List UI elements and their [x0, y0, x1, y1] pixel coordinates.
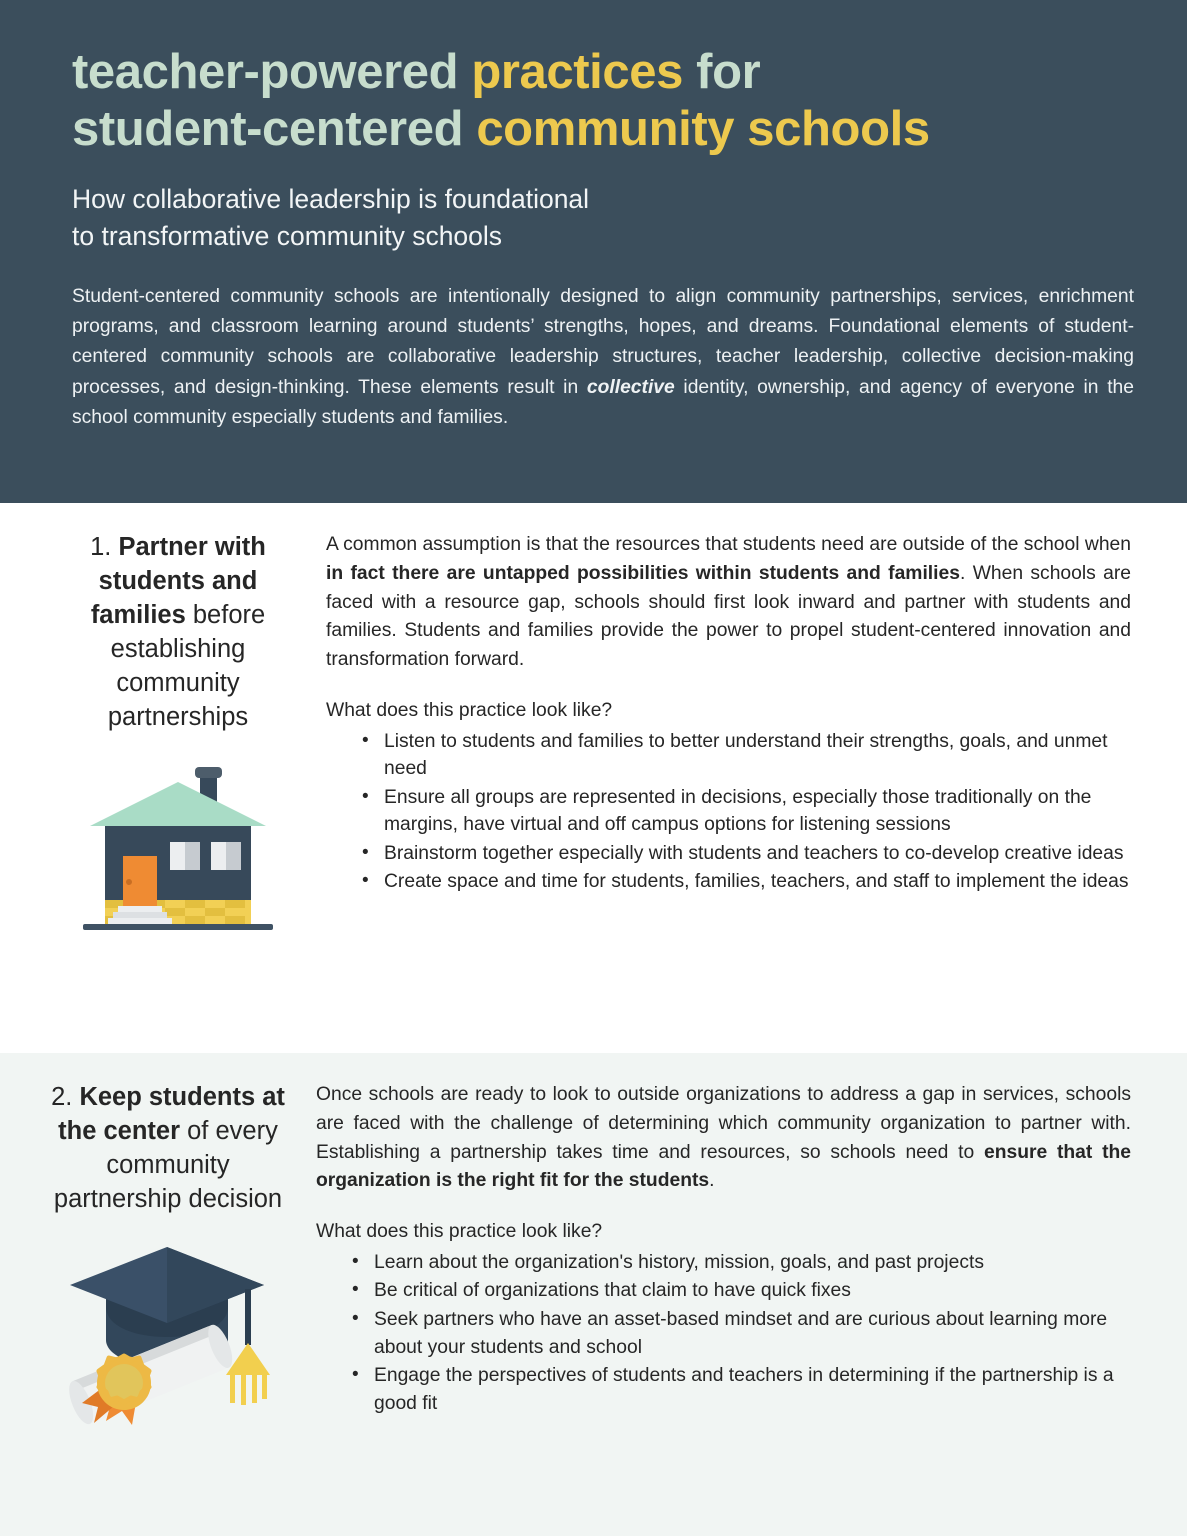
- list-item: • Listen to students and families to better understand their strengths, goals, and unmet need: [362, 728, 1131, 783]
- header-band: [0, 0, 1187, 503]
- practice-2-right-column: [298, 1081, 1147, 1536]
- house-illustration-wrap: [56, 756, 300, 946]
- list-item: • Create space and time for students, families, teachers, and staff to implement the ideas: [362, 868, 1131, 896]
- practice-2-body-a: Once schools are ready to look to outside organizations to address a gap in services, schools are faced with the challenge of determining which community organization to partner with. Establishing a partnership takes time and resources, so schools need to: [316, 1084, 1131, 1163]
- practice-section-2: [0, 1053, 1187, 1536]
- graduation-cap-illustration-wrap: [46, 1235, 290, 1425]
- practice-1-heading-rest: before establishing community partnerships: [107, 600, 266, 731]
- page-subtitle-line-1: How collaborative leadership is foundational: [72, 183, 590, 214]
- list-item: • Learn about the organization's history, mission, goals, and past projects: [352, 1249, 1131, 1277]
- title-text-accent-community-schools: community schools: [476, 102, 930, 157]
- list-item: • Engage the perspectives of students and teachers in determining if the partnership is a good fit: [352, 1362, 1131, 1417]
- intro-emphasis-collective: collective: [586, 376, 675, 398]
- practice-1-heading-bold: Partner with students and families: [90, 533, 266, 629]
- list-item: • Ensure all groups are represented in decisions, especially those traditionally on the margins, have virtual and off campus options for listening sessions: [362, 784, 1131, 839]
- practice-2-heading-rest: of every community partnership decision: [53, 1116, 283, 1213]
- practice-1-number: 1.: [90, 533, 119, 561]
- page-subtitle-line-2: to transformative community schools: [72, 221, 503, 252]
- page-title-line-2: [72, 101, 1135, 158]
- practice-2-body-b: .: [709, 1170, 715, 1192]
- practice-1-body: [326, 531, 1131, 675]
- title-text-d: student-centered: [72, 102, 477, 157]
- practice-2-heading: [46, 1081, 290, 1217]
- practice-2-left-column: [46, 1081, 298, 1536]
- practice-1-left-column: [56, 531, 308, 1053]
- practice-section-1: [0, 503, 1187, 1053]
- list-item: • Be critical of organizations that claim to have quick fixes: [352, 1277, 1131, 1305]
- intro-paragraph: [72, 282, 1134, 433]
- practice-1-body-a: A common assumption is that the resources that students need are outside of the school when: [326, 534, 1131, 555]
- practice-1-heading: [56, 531, 300, 734]
- practice-2-number: 2.: [51, 1083, 80, 1111]
- graduation-cap-icon: [62, 1235, 274, 1425]
- practice-2-prompt: What does this practice look like?: [316, 1221, 603, 1242]
- practice-2-body-bold: ensure that the organization is the right fit for the students: [316, 1141, 1131, 1192]
- practice-2-body: [316, 1081, 1131, 1196]
- house-icon: [78, 756, 278, 946]
- page-subtitle: [72, 181, 1135, 256]
- practice-2-heading-bold: Keep students at the center: [58, 1083, 285, 1145]
- list-item: • Brainstorm together especially with students and teachers to co-develop creative ideas: [362, 840, 1131, 868]
- list-item: • Seek partners who have an asset-based mindset and are curious about learning more about your students and school: [352, 1306, 1131, 1361]
- practice-1-prompt: What does this practice look like?: [326, 699, 613, 721]
- title-text-c: for: [682, 45, 761, 99]
- page-title-line-1: [72, 44, 1135, 101]
- practice-1-bullet-list: [326, 728, 1131, 897]
- intro-text-a: Student-centered community schools are intentionally designed to align community partnerships, services, enrichment programs, and classroom learning around students’ strengths, hopes, and dreams. Foundational elements of student-centered community schools are collaborative leadership structures, teacher leadership, collective decision-making processes, and design-thinking. These elements result in: [72, 285, 1134, 398]
- practice-2-bullet-list: [316, 1249, 1131, 1418]
- title-text-a: teacher-powered: [72, 45, 472, 99]
- practice-1-right-column: [308, 531, 1147, 1053]
- practice-1-body-b: . When schools are faced with a resource gap, schools should first look inward and partner with students and families. Students and families provide the power to propel student-centered innovation and transformation forward.: [326, 562, 1132, 670]
- page-title: [72, 44, 1135, 159]
- intro-text-b: identity, ownership, and agency of everyone in the school community especially students and families.: [72, 376, 1135, 429]
- practice-1-body-bold: in fact there are untapped possibilities within students and families: [326, 562, 960, 584]
- title-text-accent-practices: practices: [471, 45, 683, 99]
